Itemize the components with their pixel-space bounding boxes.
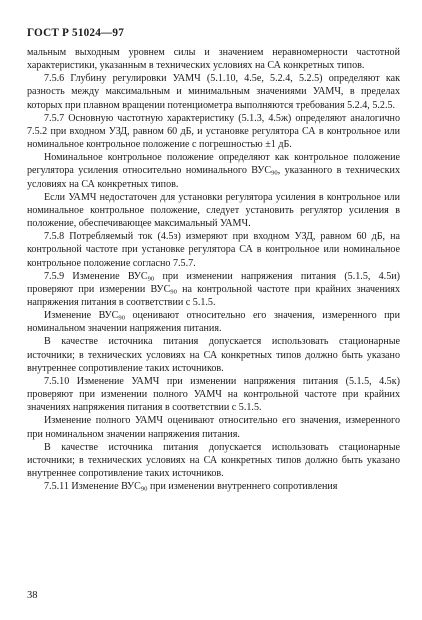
- paragraph: 7.5.7 Основную частотную характеристику (5.1.3, 4.5ж) определяют аналогично 7.5.2 при входном УЗД, равном 60 дБ, и установке регулятора СА в контрольное или номинальное контрольное положение с погрешностью ±1 дБ.: [27, 112, 400, 151]
- page-number: 38: [27, 590, 38, 601]
- paragraph: 7.5.6 Глубину регулировки УАМЧ (5.1.10, 4.5е, 5.2.4, 5.2.5) определяют как разность между максимальным и минимальным значениями УАМЧ, в пределах которых при плавном вращении потенциометра выполняются требования 5.2.4, 5.2.5.: [27, 73, 400, 111]
- paragraph: В качестве источника питания допускается использовать стационарные источники; в технических условиях на СА конкретных типов должно быть указано внутреннее сопротивление таких источников.: [27, 336, 400, 374]
- paragraph: 7.5.11 Изменение $ВУС_{90}$ при изменении внутреннего сопротивления: [44, 481, 338, 493]
- paragraph: 7.5.9 Изменение $ВУС_{90}$ при изменении напряжения питания (5.1.5, 4.5и) проверяют при измерении $ВУС_{90}$ на контрольной частоте при крайних значениях напряжения питания в соответствии с 5.1.5.: [27, 270, 400, 308]
- paragraph: Если УАМЧ недостаточен для установки регулятора усиления в контрольное или номинальное контрольное положение, следует установить регулятор усиления в положение, обеспечивающее максимальный УАМЧ.: [27, 191, 400, 230]
- paragraph: Номинальное контрольное положение определяют как контрольное положение регулятора усиления относительно номинального $ВУС_{90}$, указанного в технических условиях на СА конкретных типов.: [27, 152, 401, 190]
- paragraph: 7.5.10 Изменение УАМЧ при изменении напряжения питания (5.1.5, 4.5к) проверяют при изменении полного УАМЧ на контрольной частоте при крайних значениях напряжения питания в соответствии с 5.1.5.: [27, 375, 400, 414]
- paragraph: Изменение полного УАМЧ оценивают относительно его значения, измеренного при номинальном значении напряжения питания.: [27, 415, 400, 440]
- paragraph: Изменение $ВУС_{90}$ оценивают относительно его значения, измеренного при номинальном значении напряжения питания.: [27, 310, 401, 335]
- paragraph: 7.5.8 Потребляемый ток (4.5з) измеряют при входном УЗД, равном 60 дБ, на контрольной частоте при установке регулятора СА в контрольное или номинальное контрольное положение согласно 7.5.7.: [27, 231, 400, 269]
- body-text: [27, 46, 400, 493]
- standard-header: ГОСТ Р 51024—97: [27, 27, 124, 39]
- paragraph: В качестве источника питания допускается использовать стационарные источники; в технических условиях на СА конкретных типов должно быть указано внутреннее сопротивление таких источников.: [27, 441, 400, 479]
- paragraph: мальным выходным уровнем силы и значением неравномерности частотной характеристики, указанным в технических условиях на СА конкретных типов.: [27, 47, 400, 72]
